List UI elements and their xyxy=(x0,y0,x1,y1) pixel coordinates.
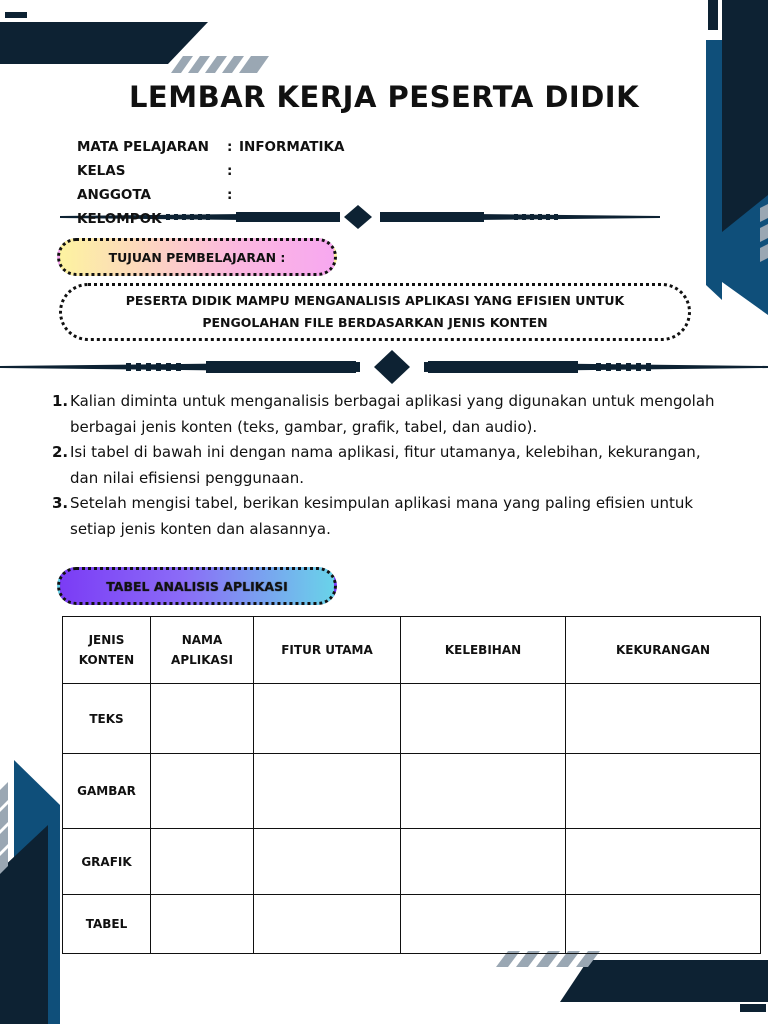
table-header-row xyxy=(63,617,761,684)
table-row xyxy=(63,684,761,754)
instruction-text: Kalian diminta untuk menganalisis berbagai aplikasi yang digunakan untuk mengolah berbagai jenis konten (teks, gambar, grafik, tabel, dan audio). xyxy=(70,392,715,436)
table-cell[interactable] xyxy=(151,895,254,954)
subject-colon: : xyxy=(227,139,233,155)
table-cell[interactable] xyxy=(566,754,761,829)
instruction-list xyxy=(52,389,732,542)
table-cell[interactable] xyxy=(254,895,401,954)
table-cell[interactable] xyxy=(401,829,566,895)
table-cell[interactable] xyxy=(151,684,254,754)
table-cell[interactable] xyxy=(566,829,761,895)
header-main-features: FITUR UTAMA xyxy=(254,617,401,684)
instruction-number: 1. xyxy=(52,392,69,410)
instruction-item xyxy=(52,389,732,440)
table-row xyxy=(63,829,761,895)
table-cell[interactable] xyxy=(254,829,401,895)
subject-row xyxy=(77,135,344,159)
table-cell[interactable] xyxy=(151,754,254,829)
row-label: TABEL xyxy=(63,895,151,954)
table-cell[interactable] xyxy=(254,684,401,754)
instruction-item xyxy=(52,440,732,491)
instruction-item xyxy=(52,491,732,542)
learning-objective-text: PESERTA DIDIK MAMPU MENGANALISIS APLIKASI YANG EFISIEN UNTUK PENGOLAHAN FILE BERDASARKAN JENIS KONTEN xyxy=(59,283,691,341)
class-row xyxy=(77,159,344,183)
table-cell[interactable] xyxy=(401,895,566,954)
row-label: GRAFIK xyxy=(63,829,151,895)
table-row xyxy=(63,895,761,954)
subject-label: MATA PELAJARAN xyxy=(77,139,209,155)
class-label: KELAS xyxy=(77,163,126,179)
table-cell[interactable] xyxy=(401,684,566,754)
table-cell[interactable] xyxy=(151,829,254,895)
instruction-number: 2. xyxy=(52,443,69,461)
instruction-text: Isi tabel di bawah ini dengan nama aplikasi, fitur utamanya, kelebihan, kekurangan, dan nilai efisiensi penggunaan. xyxy=(70,443,701,487)
table-section-label: TABEL ANALISIS APLIKASI xyxy=(57,567,337,605)
identity-block xyxy=(77,135,344,231)
header-weaknesses: KEKURANGAN xyxy=(566,617,761,684)
table-row xyxy=(63,754,761,829)
subject-value: INFORMATIKA xyxy=(239,139,345,155)
instruction-text: Setelah mengisi tabel, berikan kesimpulan aplikasi mana yang paling efisien untuk setiap jenis konten dan alasannya. xyxy=(70,494,694,538)
group-members-colon: : xyxy=(227,187,233,203)
header-content-type: JENIS KONTEN xyxy=(63,617,151,684)
group-members-label: ANGGOTA KELOMPOK xyxy=(77,187,162,227)
instruction-number: 3. xyxy=(52,494,69,512)
header-app-name: NAMA APLIKASI xyxy=(151,617,254,684)
page-title: LEMBAR KERJA PESERTA DIDIK xyxy=(128,80,640,114)
analysis-table xyxy=(62,616,761,954)
table-cell[interactable] xyxy=(566,895,761,954)
table-cell[interactable] xyxy=(254,754,401,829)
learning-objective-label: TUJUAN PEMBELAJARAN : xyxy=(57,238,337,276)
row-label: GAMBAR xyxy=(63,754,151,829)
row-label: TEKS xyxy=(63,684,151,754)
table-cell[interactable] xyxy=(566,684,761,754)
group-members-row xyxy=(77,183,344,231)
header-strengths: KELEBIHAN xyxy=(401,617,566,684)
table-cell[interactable] xyxy=(401,754,566,829)
class-colon: : xyxy=(227,163,233,179)
